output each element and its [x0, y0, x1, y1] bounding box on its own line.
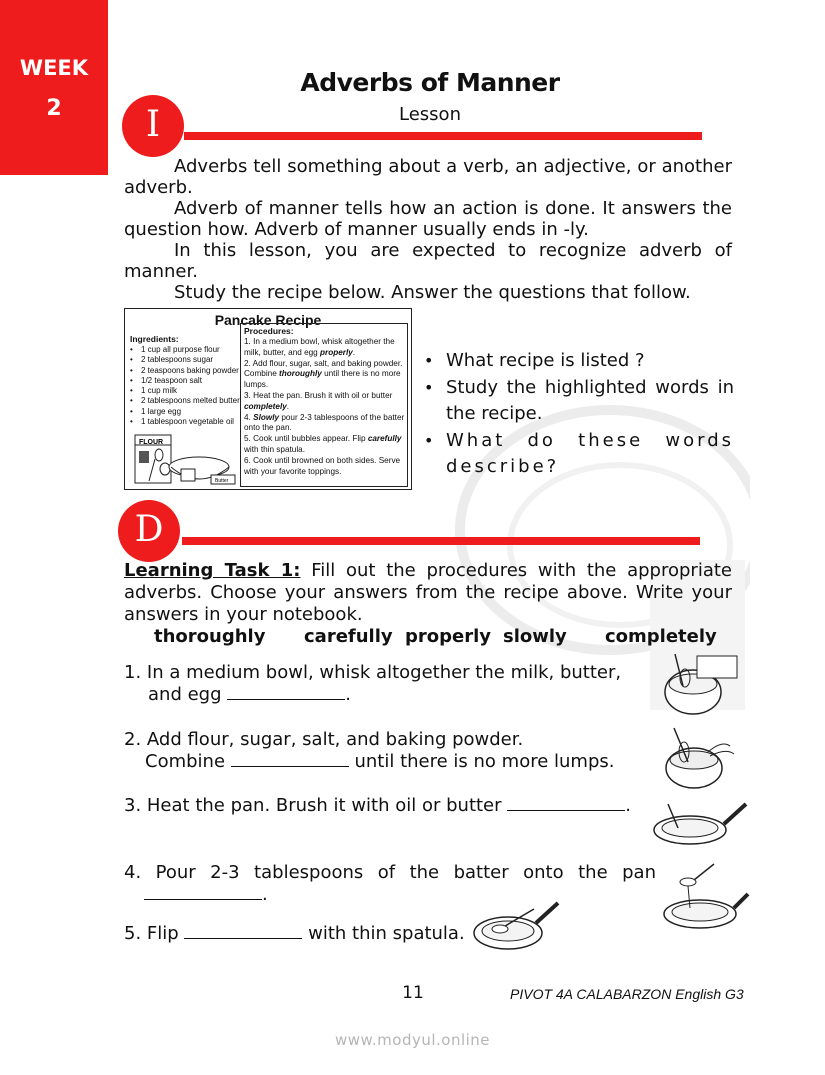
exercise-item-1: 1. In a medium bowl, whisk altogether the milk, butter, and egg . [124, 662, 622, 705]
flour-label: FLOUR [139, 439, 164, 446]
section-intro-badge: I [122, 95, 184, 157]
mixing-bowl-illustration [660, 722, 750, 792]
ingredient-item: • 1 cup all purpose flour [129, 345, 241, 355]
learning-task-label: Learning Task 1: [124, 560, 301, 581]
flip-spatula-illustration [470, 895, 565, 955]
page-number: 11 [402, 983, 424, 1003]
question-item: • Study the highlighted words in the recipe. [424, 375, 734, 428]
answer-blank [231, 752, 349, 767]
procedure-step-5: 5. Cook until bubbles appear. Flip carefully with thin spatula. [244, 434, 402, 454]
question-item: • What recipe is listed ? [424, 348, 734, 375]
ingredient-item: • 1 large egg [129, 407, 241, 417]
procedure-step-6: 6. Cook until browned on both sides. Serve with your favorite toppings. [244, 455, 401, 476]
answer-blank [507, 796, 625, 811]
ingredient-item: • 1 tablespoon vegetable oil [129, 417, 241, 427]
exercise-item-4: 4. Pour 2-3 tablespoons of the batter onto the pan . [124, 862, 656, 905]
pan-brush-illustration [650, 798, 750, 850]
choice-word: properly [405, 626, 492, 647]
page-subtitle: Lesson [399, 104, 461, 125]
highlight-word: thoroughly [279, 369, 322, 379]
ingredient-item: • 2 tablespoons melted butter [129, 396, 241, 406]
procedure-step-2: 2. Add flour, sugar, salt, and baking powder. Combine thoroughly until there is no more lumps. [244, 358, 403, 390]
procedures-heading: Procedures: [244, 326, 294, 336]
ingredient-item: • 1 cup milk [129, 386, 241, 396]
question-item: • What do these words describe? [424, 428, 734, 481]
choice-word: thoroughly [154, 626, 266, 647]
intro-paragraph-3: In this lesson, you are expected to recognize adverb of manner. [124, 240, 732, 282]
intro-paragraph-1: Adverbs tell something about a verb, an adjective, or another adverb. [124, 156, 732, 198]
learning-task-instructions [124, 560, 732, 626]
highlight-word: Slowly [253, 412, 280, 422]
procedure-step-4: 4. Slowly pour 2-3 tablespoons of the batter onto the pan. [244, 412, 405, 433]
choice-word: completely [605, 626, 717, 647]
answer-blank [144, 885, 262, 900]
week-badge [0, 0, 108, 175]
ingredient-item: • 2 teaspoons baking powder [129, 366, 241, 376]
procedure-step-1: 1. In a medium bowl, whisk altogether the milk, butter, and egg properly. [244, 337, 395, 357]
procedures-box [240, 323, 408, 487]
ingredients-list [129, 345, 241, 427]
butter-label: Butter [215, 478, 229, 484]
choice-word: carefully [304, 626, 393, 647]
exercise-item-3: 3. Heat the pan. Brush it with oil or butter . [124, 795, 631, 816]
recipe-questions [424, 348, 734, 481]
whisk-bowl-illustration [655, 650, 745, 720]
recipe-title: Pancake Recipe [214, 312, 322, 328]
ingredient-item: • 1/2 teaspoon salt [129, 376, 241, 386]
footer-credit: PIVOT 4A CALABARZON English G3 [510, 986, 744, 1002]
answer-blank [184, 924, 302, 939]
learning-task-text: Fill out the procedures with the appropriate adverbs. Choose your answers from the recipe above. Write your answers in your notebook. [124, 560, 732, 625]
exercise-item-2: 2. Add flour, sugar, salt, and baking powder. Combine until there is no more lumps. [124, 729, 615, 772]
highlight-word: carefully [367, 434, 402, 444]
ingredients-illustration [129, 431, 239, 485]
answer-blank [227, 685, 345, 700]
ingredients-heading: Ingredients: [130, 334, 179, 344]
section-intro-rule [184, 132, 702, 140]
recipe-card [124, 308, 412, 490]
pour-batter-illustration [660, 860, 750, 932]
ingredient-item: • 2 tablespoons sugar [129, 355, 241, 365]
procedure-step-3: 3. Heat the pan. Brush it with oil or butter completely. [244, 390, 393, 411]
section-develop-badge: D [118, 500, 180, 562]
site-watermark: www.modyul.online [334, 1031, 491, 1049]
highlight-word: completely [244, 401, 287, 411]
section-develop-rule [182, 537, 700, 545]
choice-word: slowly [503, 626, 567, 647]
week-label: WEEK [19, 56, 89, 80]
page-title: Adverbs of Manner [300, 68, 560, 97]
highlight-word: properly [320, 347, 353, 357]
intro-paragraph-2: Adverb of manner tells how an action is done. It answers the question how. Adverb of manner usually ends in -ly. [124, 198, 732, 240]
procedures-steps [244, 337, 406, 477]
week-number: 2 [46, 96, 62, 121]
intro-paragraph-4: Study the recipe below. Answer the questions that follow. [174, 282, 691, 303]
exercise-item-5: 5. Flip with thin spatula. [124, 923, 465, 944]
